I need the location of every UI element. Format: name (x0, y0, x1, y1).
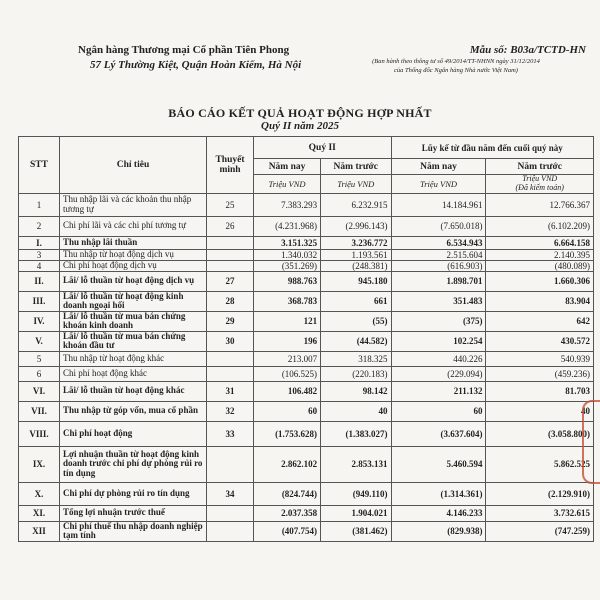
form-note-line-1: (Ban hành theo thông tư số 49/2014/TT-NHNN ngày 31/12/2014 (372, 58, 540, 65)
y-now-cell: 4.146.233 (391, 505, 486, 521)
y-now-cell: 211.132 (391, 381, 486, 401)
y-now-cell: (616.903) (391, 260, 486, 271)
report-period: Quý II năm 2025 (261, 120, 339, 132)
q-now-cell: 213.007 (254, 351, 321, 366)
table-row (19, 236, 594, 249)
table-row (19, 381, 594, 401)
y-prev-cell: 83.904 (486, 291, 594, 311)
q-now-cell: 106.482 (254, 381, 321, 401)
stt-cell: VI. (19, 381, 60, 401)
table-row (19, 505, 594, 521)
note-cell (207, 366, 254, 381)
table-row (19, 216, 594, 236)
stt-cell: IV. (19, 311, 60, 331)
y-prev-cell: 81.703 (486, 381, 594, 401)
col-q-this-year: Năm nay (254, 159, 321, 175)
y-prev-cell: 3.732.615 (486, 505, 594, 521)
stt-cell: 1 (19, 193, 60, 216)
table-row (19, 446, 594, 482)
indicator-cell: Lãi/ lỗ thuần từ mua bán chứng khoán đầu tư (60, 331, 207, 351)
form-header (326, 44, 586, 76)
col-quarter: Quý II (254, 137, 392, 159)
indicator-cell: Thu nhập từ hoạt động dịch vụ (60, 249, 207, 260)
note-cell: 32 (207, 401, 254, 421)
y-now-cell: (7.650.018) (391, 216, 486, 236)
note-cell (207, 521, 254, 541)
statement-rows (19, 193, 594, 541)
y-now-cell: 1.898.701 (391, 271, 486, 291)
indicator-cell: Thu nhập lãi thuần (60, 236, 207, 249)
indicator-cell: Thu nhập lãi và các khoản thu nhập tương tự (60, 193, 207, 216)
q-prev-cell: 318.325 (321, 351, 391, 366)
q-now-cell: 988.763 (254, 271, 321, 291)
q-now-cell: 1.340.032 (254, 249, 321, 260)
table-row (19, 271, 594, 291)
y-prev-cell: 1.660.306 (486, 271, 594, 291)
y-prev-cell: 2.140.395 (486, 249, 594, 260)
y-prev-cell: (6.102.209) (486, 216, 594, 236)
q-prev-cell: (248.381) (321, 260, 391, 271)
y-now-cell: (229.094) (391, 366, 486, 381)
q-prev-cell: (381.462) (321, 521, 391, 541)
stt-cell: 6 (19, 366, 60, 381)
y-now-cell: (3.637.604) (391, 421, 486, 446)
col-note: Thuyết minh (207, 137, 254, 194)
col-y-this-year: Năm nay (391, 159, 486, 175)
table-row (19, 291, 594, 311)
q-now-cell: 7.383.293 (254, 193, 321, 216)
q-prev-cell: 1.193.561 (321, 249, 391, 260)
indicator-cell: Chi phí thuế thu nhập doanh nghiệp tạm tính (60, 521, 207, 541)
q-prev-cell: (44.582) (321, 331, 391, 351)
y-prev-cell: 40 (486, 401, 594, 421)
note-cell: 28 (207, 291, 254, 311)
y-now-cell: 5.460.594 (391, 446, 486, 482)
y-prev-cell: 642 (486, 311, 594, 331)
q-now-cell: 368.783 (254, 291, 321, 311)
table-row (19, 366, 594, 381)
stt-cell: V. (19, 331, 60, 351)
note-cell (207, 260, 254, 271)
q-now-cell: (351.269) (254, 260, 321, 271)
indicator-cell: Chi phí hoạt động khác (60, 366, 207, 381)
bank-address: 57 Lý Thường Kiệt, Quận Hoàn Kiếm, Hà Nội (90, 59, 302, 71)
stt-cell: VIII. (19, 421, 60, 446)
y-prev-cell: (747.259) (486, 521, 594, 541)
table-row (19, 401, 594, 421)
note-cell: 27 (207, 271, 254, 291)
q-prev-cell: (1.383.027) (321, 421, 391, 446)
y-prev-cell: 6.664.158 (486, 236, 594, 249)
indicator-cell: Lợi nhuận thuần từ hoạt động kinh doanh trước chi phí dự phòng rủi ro tín dụng (60, 446, 207, 482)
y-now-cell: 2.515.604 (391, 249, 486, 260)
unit-y-now: Triệu VND (391, 175, 486, 194)
indicator-cell: Lãi/ lỗ thuần từ hoạt động dịch vụ (60, 271, 207, 291)
stt-cell: 3 (19, 249, 60, 260)
unit-q-prev: Triệu VND (321, 175, 391, 194)
table-row (19, 249, 594, 260)
col-stt: STT (19, 137, 60, 194)
stt-cell: I. (19, 236, 60, 249)
table-row (19, 260, 594, 271)
bank-name: Ngân hàng Thương mại Cổ phần Tiên Phong (78, 44, 290, 56)
bank-header (78, 44, 360, 71)
indicator-cell: Chi phí lãi và các chi phí tương tự (60, 216, 207, 236)
unit-y-prev-unit: Triệu VND (522, 174, 558, 183)
q-now-cell: 2.037.358 (254, 505, 321, 521)
y-prev-cell: 5.862.525 (486, 446, 594, 482)
col-ytd: Lũy kế từ đầu năm đến cuối quý này (391, 137, 594, 159)
unit-q-now: Triệu VND (254, 175, 321, 194)
indicator-cell: Lãi/ lỗ thuần từ hoạt động kinh doanh ngoại hối (60, 291, 207, 311)
note-cell (207, 446, 254, 482)
y-prev-cell: (3.058.800) (486, 421, 594, 446)
y-now-cell: (375) (391, 311, 486, 331)
q-now-cell: 60 (254, 401, 321, 421)
y-now-cell: 6.534.943 (391, 236, 486, 249)
note-cell (207, 236, 254, 249)
q-now-cell: 2.862.102 (254, 446, 321, 482)
col-y-last-year: Năm trước (486, 159, 594, 175)
form-code: Mẫu số: B03a/TCTD-HN (469, 44, 586, 56)
y-now-cell: 102.254 (391, 331, 486, 351)
q-prev-cell: (949.110) (321, 482, 391, 505)
indicator-cell: Lãi/ lỗ thuần từ mua bán chứng khoán kinh doanh (60, 311, 207, 331)
q-now-cell: 196 (254, 331, 321, 351)
col-indicator: Chỉ tiêu (60, 137, 207, 194)
indicator-cell: Chi phí hoạt động dịch vụ (60, 260, 207, 271)
note-cell: 31 (207, 381, 254, 401)
note-cell: 33 (207, 421, 254, 446)
y-now-cell: (829.938) (391, 521, 486, 541)
note-cell: 29 (207, 311, 254, 331)
col-q-last-year: Năm trước (321, 159, 391, 175)
q-prev-cell: 1.904.021 (321, 505, 391, 521)
q-prev-cell: 945.180 (321, 271, 391, 291)
q-prev-cell: 3.236.772 (321, 236, 391, 249)
table-row (19, 193, 594, 216)
table-row (19, 521, 594, 541)
q-prev-cell: 6.232.915 (321, 193, 391, 216)
note-cell (207, 249, 254, 260)
q-prev-cell: (2.996.143) (321, 216, 391, 236)
note-cell: 30 (207, 331, 254, 351)
q-prev-cell: 661 (321, 291, 391, 311)
stt-cell: XI. (19, 505, 60, 521)
y-now-cell: 351.483 (391, 291, 486, 311)
form-note (326, 58, 586, 76)
q-prev-cell: 40 (321, 401, 391, 421)
q-now-cell: (4.231.968) (254, 216, 321, 236)
y-prev-cell: (480.089) (486, 260, 594, 271)
q-now-cell: 3.151.325 (254, 236, 321, 249)
y-now-cell: 14.184.961 (391, 193, 486, 216)
stt-cell: XII (19, 521, 60, 541)
note-cell (207, 505, 254, 521)
table-row (19, 421, 594, 446)
q-prev-cell: 2.853.131 (321, 446, 391, 482)
q-prev-cell: (55) (321, 311, 391, 331)
table-row (19, 351, 594, 366)
stt-cell: III. (19, 291, 60, 311)
unit-y-prev (486, 175, 594, 194)
table-row (19, 331, 594, 351)
q-now-cell: (1.753.628) (254, 421, 321, 446)
red-stamp (582, 400, 600, 484)
table-row (19, 311, 594, 331)
indicator-cell: Lãi/ lỗ thuần từ hoạt động khác (60, 381, 207, 401)
q-now-cell: (407.754) (254, 521, 321, 541)
indicator-cell: Chi phí dự phòng rủi ro tín dụng (60, 482, 207, 505)
form-note-line-2: của Thống đốc Ngân hàng Nhà nước Việt Nam) (394, 66, 518, 74)
table-row (19, 482, 594, 505)
stt-cell: 5 (19, 351, 60, 366)
note-cell: 34 (207, 482, 254, 505)
q-now-cell: 121 (254, 311, 321, 331)
y-prev-cell: 12.766.367 (486, 193, 594, 216)
stt-cell: VII. (19, 401, 60, 421)
q-prev-cell: (220.183) (321, 366, 391, 381)
stt-cell: 2 (19, 216, 60, 236)
q-now-cell: (824.744) (254, 482, 321, 505)
income-statement-table (18, 136, 594, 542)
y-prev-cell: 430.572 (486, 331, 594, 351)
y-prev-cell: (2.129.910) (486, 482, 594, 505)
y-now-cell: 440.226 (391, 351, 486, 366)
note-cell (207, 351, 254, 366)
y-prev-cell: (459.236) (486, 366, 594, 381)
stt-cell: IX. (19, 446, 60, 482)
indicator-cell: Chi phí hoạt động (60, 421, 207, 446)
stt-cell: X. (19, 482, 60, 505)
note-cell: 25 (207, 193, 254, 216)
note-cell: 26 (207, 216, 254, 236)
y-prev-cell: 540.939 (486, 351, 594, 366)
stt-cell: II. (19, 271, 60, 291)
indicator-cell: Tổng lợi nhuận trước thuế (60, 505, 207, 521)
indicator-cell: Thu nhập từ góp vốn, mua cổ phần (60, 401, 207, 421)
q-prev-cell: 98.142 (321, 381, 391, 401)
indicator-cell: Thu nhập từ hoạt động khác (60, 351, 207, 366)
stt-cell: 4 (19, 260, 60, 271)
unit-y-prev-audited: (Đã kiểm toán) (515, 182, 564, 192)
q-now-cell: (106.525) (254, 366, 321, 381)
y-now-cell: (1.314.361) (391, 482, 486, 505)
y-now-cell: 60 (391, 401, 486, 421)
report-title: BÁO CÁO KẾT QUẢ HOẠT ĐỘNG HỢP NHẤT (168, 106, 432, 120)
